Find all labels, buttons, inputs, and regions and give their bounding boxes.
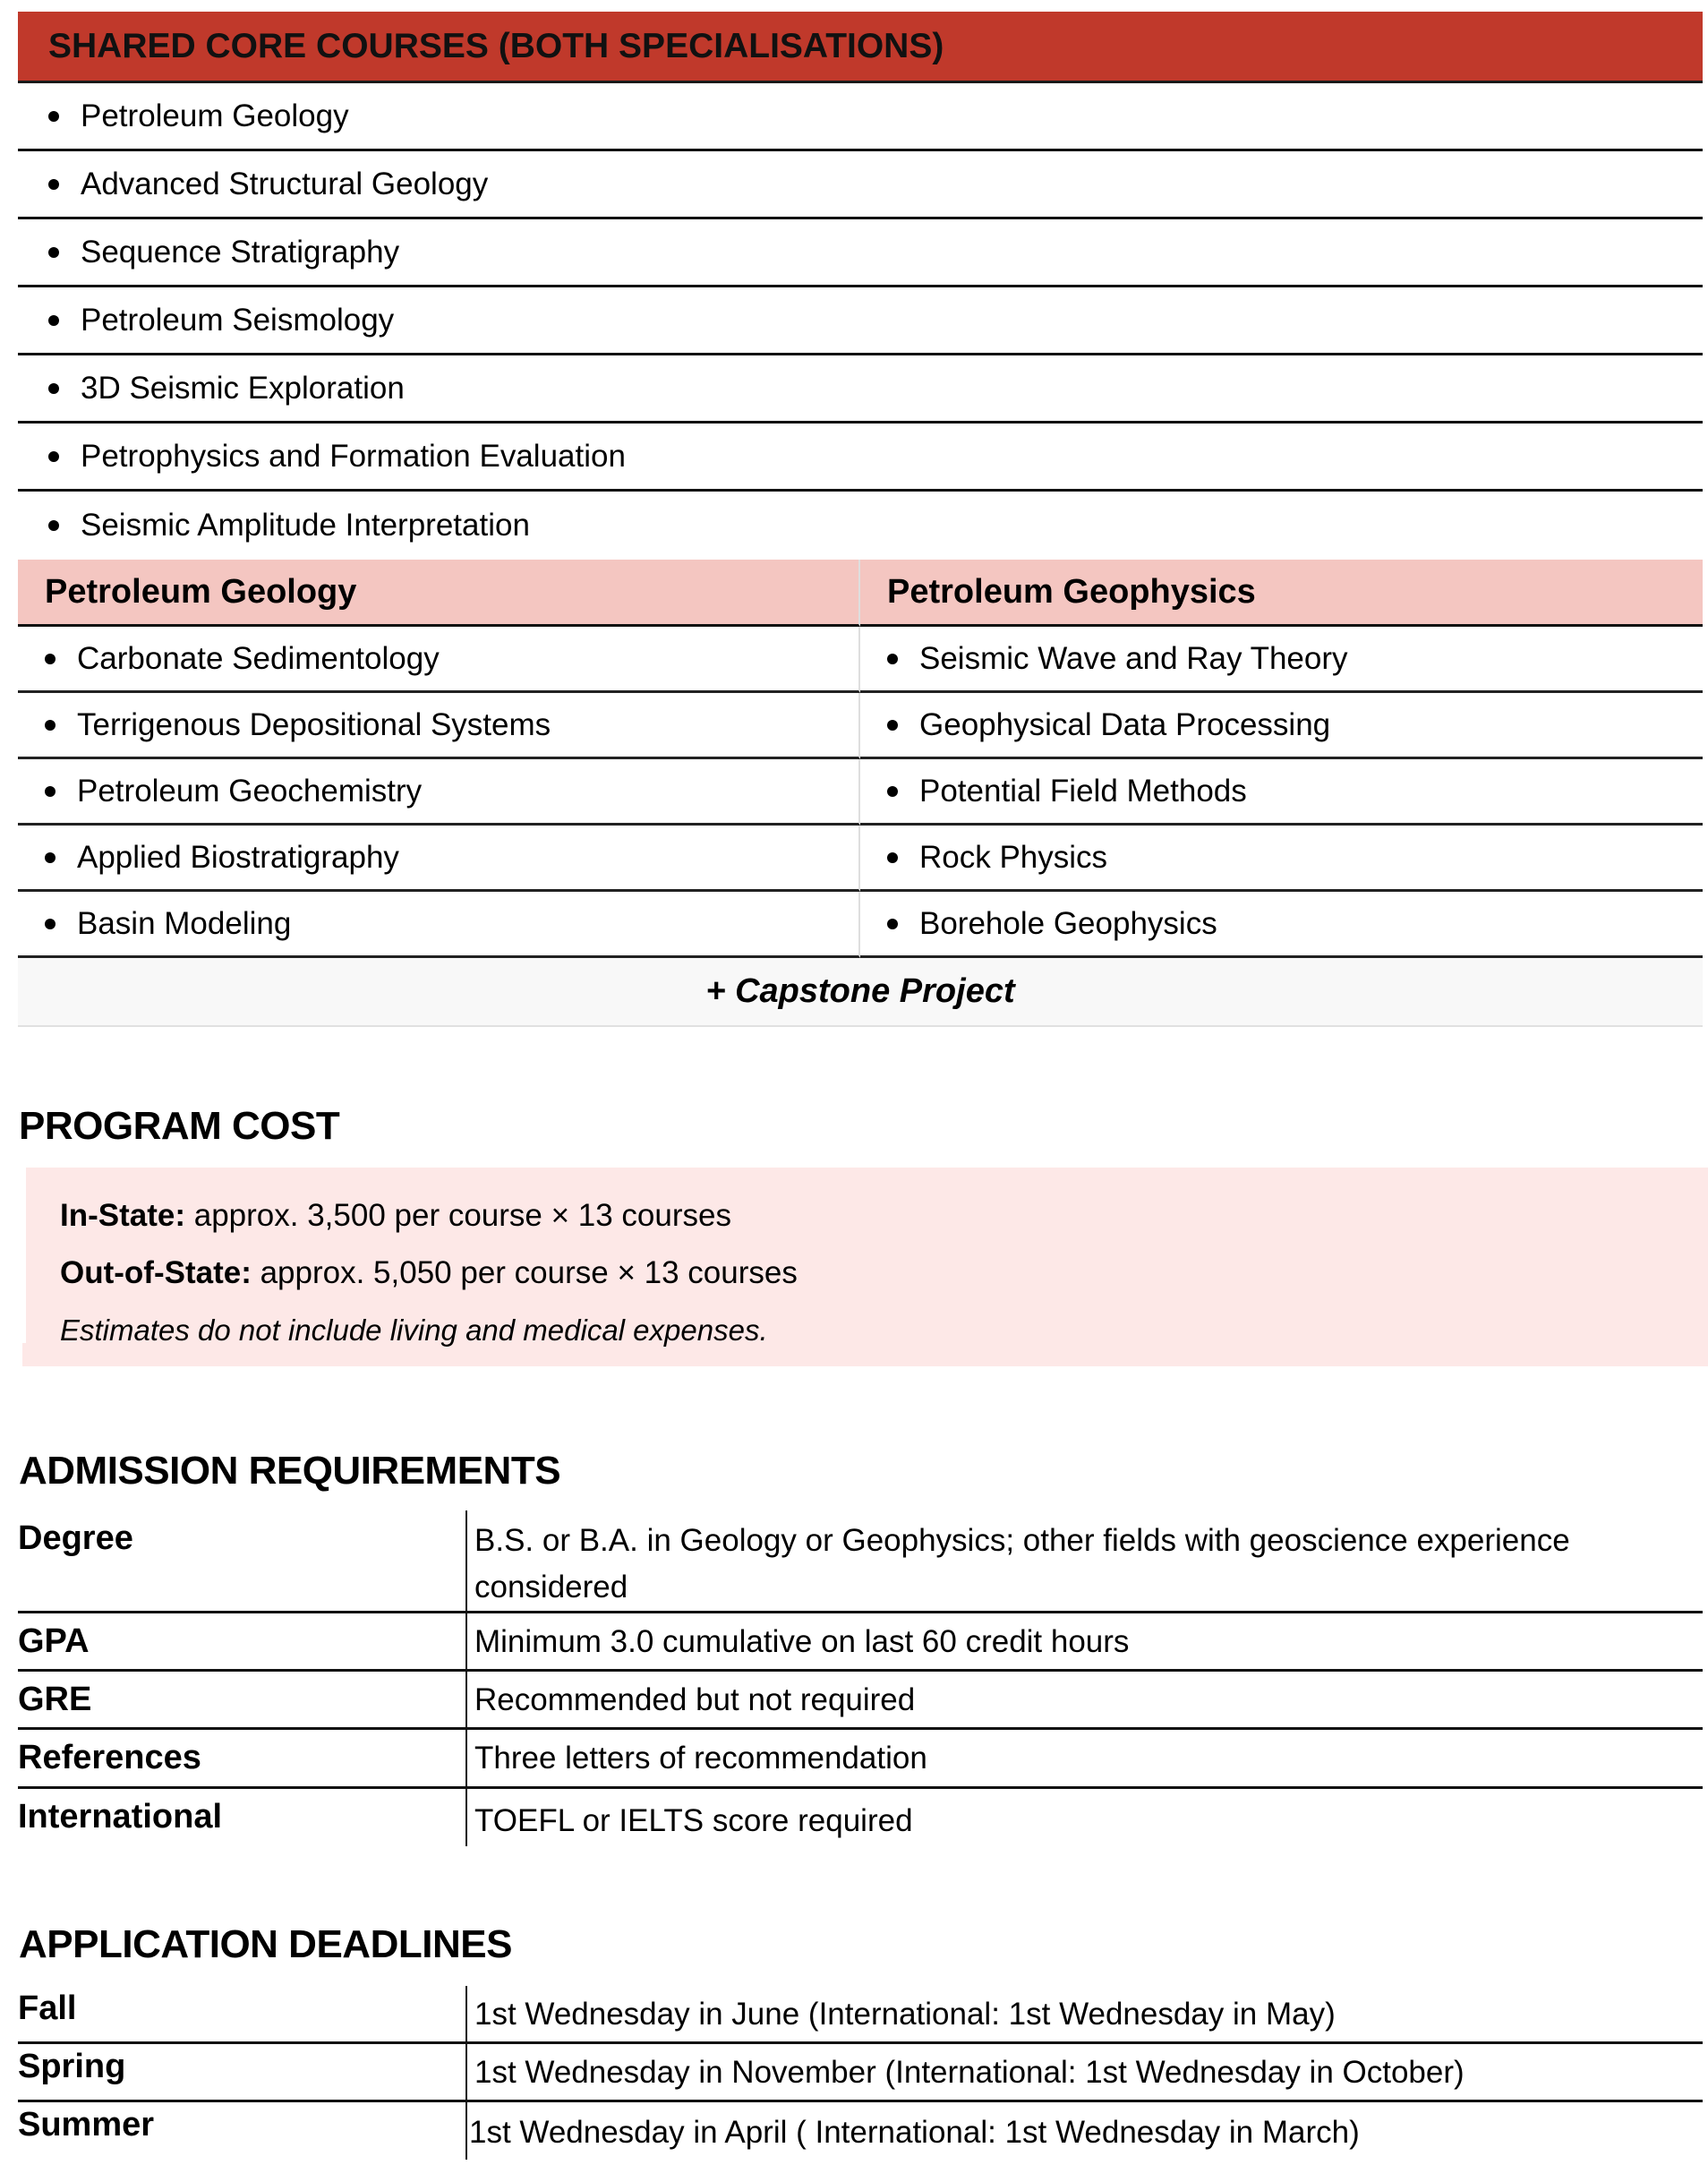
core-course-item bbox=[18, 219, 1703, 287]
bullet-icon bbox=[48, 383, 59, 394]
admission-heading: ADMISSION REQUIREMENTS bbox=[19, 1449, 561, 1493]
geophysics-course-item bbox=[860, 627, 1703, 693]
admission-key: References bbox=[18, 1739, 201, 1776]
program-cost-box bbox=[26, 1168, 1708, 1366]
deadline-row bbox=[18, 2102, 1703, 2160]
bullet-icon bbox=[48, 111, 59, 122]
admission-value: TOEFL or IELTS score required bbox=[465, 1789, 1703, 1846]
core-course-label: Advanced Structural Geology bbox=[81, 166, 489, 201]
deadline-row bbox=[18, 2044, 1703, 2102]
core-courses-header: SHARED CORE COURSES (BOTH SPECIALISATIONS) bbox=[18, 12, 1703, 83]
deadline-date: 1st Wednesday in June (International: 1st Wednesday in May) bbox=[465, 1986, 1703, 2041]
bullet-icon bbox=[48, 451, 59, 462]
geophysics-course-item bbox=[860, 759, 1703, 826]
admission-row bbox=[18, 1672, 1703, 1730]
core-course-label: Sequence Stratigraphy bbox=[81, 234, 400, 270]
bullet-icon bbox=[45, 654, 56, 664]
core-course-item bbox=[18, 287, 1703, 355]
out-of-state-cost bbox=[60, 1245, 1708, 1302]
course-label: Petroleum Geochemistry bbox=[77, 773, 423, 809]
admission-key: GRE bbox=[18, 1681, 92, 1718]
specialisation-table bbox=[18, 560, 1703, 1027]
in-state-cost bbox=[60, 1187, 1708, 1245]
admission-value: Recommended but not required bbox=[465, 1672, 1703, 1727]
bullet-icon bbox=[887, 919, 898, 929]
admission-key: GPA bbox=[18, 1622, 90, 1660]
course-label: Basin Modeling bbox=[77, 905, 292, 941]
geology-course-item bbox=[18, 693, 860, 759]
core-course-label: Petroleum Seismology bbox=[81, 302, 395, 338]
in-state-value: approx. 3,500 per course × 13 courses bbox=[193, 1198, 731, 1233]
deadline-date: 1st Wednesday in April ( International: 1st Wednesday in March) bbox=[465, 2102, 1703, 2160]
bullet-icon bbox=[48, 247, 59, 258]
course-label: Geophysical Data Processing bbox=[919, 706, 1331, 742]
deadlines-table bbox=[18, 1986, 1703, 2160]
geology-course-item bbox=[18, 892, 860, 958]
bullet-icon bbox=[45, 919, 56, 929]
admission-row bbox=[18, 1789, 1703, 1846]
bullet-icon bbox=[48, 179, 59, 190]
deadline-term: Summer bbox=[18, 2106, 155, 2143]
out-of-state-value: approx. 5,050 per course × 13 courses bbox=[260, 1255, 798, 1290]
program-cost-heading: PROGRAM COST bbox=[19, 1104, 340, 1148]
geology-course-item bbox=[18, 627, 860, 693]
admission-row bbox=[18, 1510, 1703, 1613]
admission-row bbox=[18, 1730, 1703, 1789]
geophysics-course-item bbox=[860, 892, 1703, 958]
course-label: Seismic Wave and Ray Theory bbox=[919, 640, 1348, 676]
cost-note: Estimates do not include living and medical expenses. bbox=[60, 1313, 768, 1347]
core-course-label: Seismic Amplitude Interpretation bbox=[81, 508, 530, 543]
admission-key: Degree bbox=[18, 1519, 133, 1557]
course-label: Rock Physics bbox=[919, 839, 1108, 875]
deadline-row bbox=[18, 1986, 1703, 2044]
bullet-icon bbox=[48, 520, 59, 531]
core-course-label: 3D Seismic Exploration bbox=[81, 370, 405, 406]
core-course-item bbox=[18, 151, 1703, 219]
geology-column-header: Petroleum Geology bbox=[18, 560, 860, 627]
geology-course-item bbox=[18, 759, 860, 826]
bullet-icon bbox=[887, 786, 898, 797]
core-course-item bbox=[18, 83, 1703, 151]
bullet-icon bbox=[45, 786, 56, 797]
out-of-state-label: Out-of-State: bbox=[60, 1255, 252, 1290]
bullet-icon bbox=[45, 852, 56, 863]
admission-table bbox=[18, 1510, 1703, 1846]
deadline-date: 1st Wednesday in November (International: 1st Wednesday in October) bbox=[465, 2044, 1703, 2100]
core-course-label: Petrophysics and Formation Evaluation bbox=[81, 438, 626, 474]
deadlines-heading: APPLICATION DEADLINES bbox=[19, 1922, 512, 1966]
admission-value: Minimum 3.0 cumulative on last 60 credit hours bbox=[465, 1613, 1703, 1669]
admission-key: International bbox=[18, 1798, 223, 1835]
deadline-term: Fall bbox=[18, 1989, 77, 2027]
admission-value: B.S. or B.A. in Geology or Geophysics; other fields with geoscience experience considered bbox=[465, 1510, 1703, 1611]
bullet-icon bbox=[48, 315, 59, 326]
bullet-icon bbox=[45, 720, 56, 731]
core-course-label: Petroleum Geology bbox=[81, 98, 349, 133]
course-label: Potential Field Methods bbox=[919, 773, 1247, 809]
bullet-icon bbox=[887, 654, 898, 664]
core-courses-table bbox=[18, 12, 1703, 560]
capstone-project-row: + Capstone Project bbox=[18, 958, 1703, 1027]
core-course-item bbox=[18, 424, 1703, 492]
core-course-item bbox=[18, 492, 1703, 560]
course-label: Terrigenous Depositional Systems bbox=[77, 706, 551, 742]
in-state-label: In-State: bbox=[60, 1198, 185, 1233]
geophysics-column-header: Petroleum Geophysics bbox=[860, 560, 1703, 627]
course-label: Borehole Geophysics bbox=[919, 905, 1217, 941]
course-label: Applied Biostratigraphy bbox=[77, 839, 399, 875]
course-label: Carbonate Sedimentology bbox=[77, 640, 440, 676]
geophysics-course-item bbox=[860, 693, 1703, 759]
admission-value: Three letters of recommendation bbox=[465, 1730, 1703, 1786]
bullet-icon bbox=[887, 720, 898, 731]
deadline-term: Spring bbox=[18, 2048, 126, 2085]
bullet-icon bbox=[887, 852, 898, 863]
geophysics-course-item bbox=[860, 826, 1703, 892]
core-course-item bbox=[18, 355, 1703, 424]
geology-course-item bbox=[18, 826, 860, 892]
admission-row bbox=[18, 1613, 1703, 1672]
